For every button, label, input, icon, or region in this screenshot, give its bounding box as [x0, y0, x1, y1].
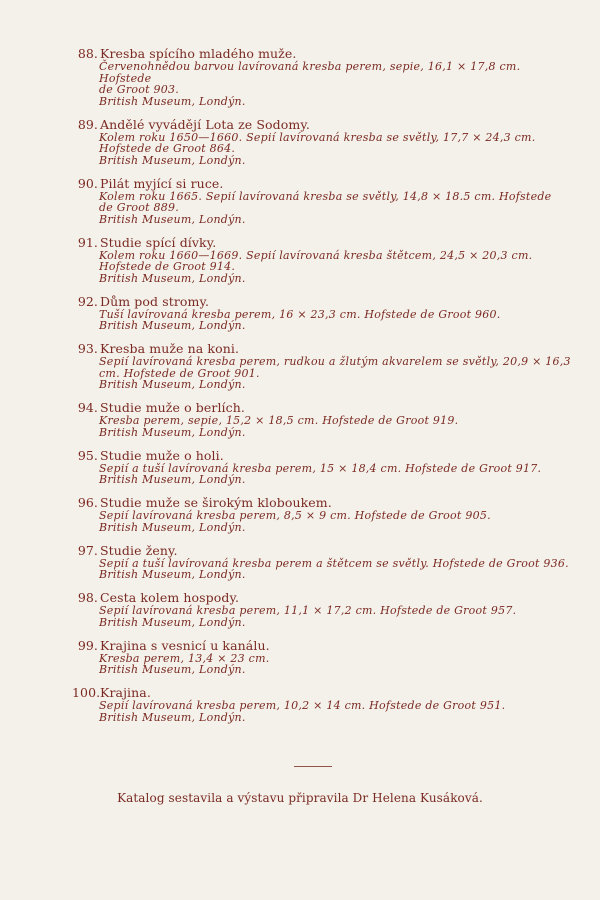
entry-title-line [72, 117, 572, 132]
entry-detail-line: British Museum, Londýn. [99, 568, 246, 581]
entry-number: 98. [77, 590, 98, 605]
entry-title: Andělé vyvádějí Lota ze Sodomy. [100, 116, 310, 132]
entry-detail-line: British Museum, Londýn. [99, 710, 246, 724]
footer-divider [294, 766, 332, 767]
entry-title-line [72, 46, 572, 61]
catalog-entry [72, 448, 572, 486]
entry-details [98, 558, 572, 581]
entry-details [98, 415, 572, 438]
catalog-entry [72, 685, 572, 723]
entry-title: Studie muže o holi. [100, 447, 224, 463]
entry-title-line [72, 638, 572, 653]
entry-title-line [72, 400, 572, 415]
entry-title: Kresba muže na koni. [100, 341, 240, 356]
entry-detail-line: Tuší lavírovaná kresba perem, 16 × 23,3 cm. Hofstede de Groot 960. [99, 307, 501, 321]
entry-detail-line: British Museum, Londýn. [99, 378, 246, 391]
catalog-entry [72, 400, 572, 438]
entry-detail-line: British Museum, Londýn. [99, 615, 246, 629]
entry-number: 92. [77, 293, 98, 309]
entry-details [98, 463, 572, 486]
catalog-entry [72, 638, 572, 676]
catalog-entry [72, 117, 572, 167]
entry-number: 90. [77, 175, 98, 191]
entry-number: 97. [77, 542, 98, 558]
entry-detail-line: British Museum, Londýn. [99, 425, 246, 439]
entry-detail-line: Hofstede de Groot 864. [99, 142, 236, 155]
entry-detail-line: Kolem roku 1650—1660. Sepií lavírovaná kresba se světly, 17,7 × 24,3 cm. [99, 130, 536, 144]
entry-details [98, 356, 572, 391]
entry-detail-line: Kresba perem, sepie, 15,2 × 18,5 cm. Hofstede de Groot 919. [99, 414, 459, 427]
entry-title: Kresba spícího mladého muže. [100, 46, 297, 61]
entry-number: 94. [77, 400, 98, 415]
entry-title: Krajina s vesnicí u kanálu. [100, 637, 270, 653]
entry-title-line [72, 176, 572, 191]
entry-detail-line: Sepií lavírovaná kresba perem, 8,5 × 9 cm. Hofstede de Groot 905. [99, 509, 491, 522]
entry-detail-line: Kresba perem, 13,4 × 23 cm. [99, 651, 270, 665]
catalog-entry [72, 176, 572, 226]
entry-title-line [72, 448, 572, 463]
entry-title-line [72, 341, 572, 356]
entry-number: 88. [77, 46, 98, 61]
catalog-credit: Katalog sestavila a výstavu připravila Dr Helena Kusáková. [117, 791, 483, 805]
entry-title: Studie muže se širokým kloboukem. [100, 495, 332, 510]
entry-detail-line: British Museum, Londýn. [99, 271, 246, 285]
entry-details [98, 653, 572, 676]
entry-title-line [72, 590, 572, 605]
entry-details [98, 191, 572, 226]
entry-detail-line: British Museum, Londýn. [99, 319, 246, 332]
entry-number: 96. [77, 495, 98, 510]
entry-detail-line: Sepií a tuší lavírovaná kresba perem a štětcem se světly. Hofstede de Groot 936. [99, 556, 569, 570]
entry-number: 99. [77, 637, 98, 653]
entry-number: 93. [77, 341, 98, 356]
catalog-entry [72, 235, 572, 285]
entry-title: Krajina. [100, 685, 151, 700]
entry-title-line [72, 294, 572, 309]
entry-details [98, 700, 572, 723]
entry-title: Studie spící dívky. [100, 234, 217, 250]
entry-number: 91. [77, 234, 98, 250]
entry-title: Studie muže o berlích. [100, 400, 245, 415]
entry-details [98, 132, 572, 167]
entry-title: Pilát myjící si ruce. [100, 175, 224, 191]
entry-detail-line: British Museum, Londýn. [99, 153, 246, 167]
entry-detail-line: British Museum, Londýn. [99, 212, 246, 226]
entry-detail-line: British Museum, Londýn. [99, 473, 246, 486]
entry-detail-line: Sepií lavírovaná kresba perem, 10,2 × 14 cm. Hofstede de Groot 951. [99, 699, 506, 712]
entry-detail-line: Kolem roku 1665. Sepií lavírovaná kresba se světly, 14,8 × 18.5 cm. Hofstede [99, 189, 552, 203]
catalog-entry [72, 495, 572, 533]
entry-details [98, 605, 572, 628]
catalog-entry [72, 341, 572, 391]
catalog-entry [72, 590, 572, 628]
entry-detail-line: British Museum, Londýn. [99, 94, 246, 108]
entry-detail-line: de Groot 903. [99, 83, 179, 96]
entry-title-line [72, 685, 572, 700]
entry-detail-line: Kolem roku 1660—1669. Sepií lavírovaná kresba štětcem, 24,5 × 20,3 cm. [99, 248, 533, 262]
entry-detail-line: Sepií lavírovaná kresba perem, 11,1 × 17,2 cm. Hofstede de Groot 957. [99, 604, 517, 617]
entry-detail-line: Hofstede de Groot 914. [99, 260, 236, 273]
entry-number: 100. [72, 685, 101, 700]
entry-detail-line: cm. Hofstede de Groot 901. [99, 366, 260, 380]
entry-title: Dům pod stromy. [100, 293, 210, 309]
catalog-entry-list [72, 46, 572, 733]
entry-detail-line: British Museum, Londýn. [99, 663, 246, 676]
entry-number: 95. [77, 447, 98, 463]
entry-detail-line: de Groot 889. [99, 201, 179, 214]
entry-details [98, 510, 572, 533]
entry-title-line [72, 543, 572, 558]
entry-details [98, 61, 572, 107]
entry-detail-line: Červenohnědou barvou lavírovaná kresba perem, sepie, 16,1 × 17,8 cm. Hofstede [99, 60, 521, 85]
entry-title-line [72, 235, 572, 250]
entry-title: Cesta kolem hospody. [100, 590, 240, 605]
entry-title: Studie ženy. [100, 542, 178, 558]
entry-detail-line: Sepií lavírovaná kresba perem, rudkou a žlutým akvarelem se světly, 20,9 × 16,3 [99, 355, 571, 368]
catalog-entry [72, 46, 572, 107]
entry-details [98, 250, 572, 285]
entry-detail-line: British Museum, Londýn. [99, 520, 246, 534]
entry-number: 89. [77, 116, 98, 132]
catalog-entry [72, 294, 572, 332]
entry-details [98, 309, 572, 332]
entry-detail-line: Sepií a tuší lavírovaná kresba perem, 15 × 18,4 cm. Hofstede de Groot 917. [99, 461, 542, 475]
catalog-entry [72, 543, 572, 581]
entry-title-line [72, 495, 572, 510]
